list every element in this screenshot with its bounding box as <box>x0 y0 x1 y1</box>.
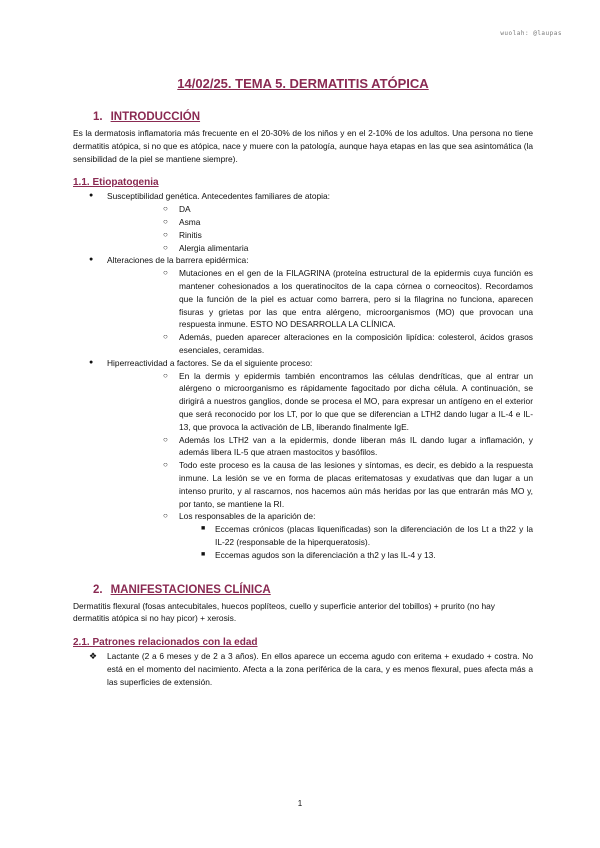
circle-bullet-icon: ○ <box>163 511 168 521</box>
circle-bullet-icon: ○ <box>163 268 168 278</box>
circle-bullet-icon: ○ <box>163 204 168 214</box>
section-number: 1. <box>93 111 103 123</box>
circle-bullet-icon: ○ <box>163 332 168 342</box>
list-item: ○ Además, pueden aparecer alteraciones en la composición lipídica: colesterol, ácidos grasos esenciales, ceramidas. <box>163 332 533 355</box>
list-item: ● Susceptibilidad genética. Antecedentes familiares de atopia: ○ DA ○ Asma ○ Rinitis ○ Alergia alimentaria <box>73 190 533 254</box>
circle-bullet-icon: ○ <box>163 434 168 444</box>
list-item: ❖ Lactante (2 a 6 meses y de 2 a 3 años). En ellos aparece un eccema agudo con eritema + exudado + costra. No está en el momento del nacimiento. Afecta a la zona periférica de la cara, y es menos flexural, pues afecta más a las superficies de extensión. <box>89 651 533 687</box>
square-bullet-icon: ■ <box>201 550 206 558</box>
document-title: 14/02/25. TEMA 5. DERMATITIS ATÓPICA <box>177 76 429 91</box>
list-item: ○ Alergia alimentaria <box>163 242 249 253</box>
sublist <box>107 203 533 254</box>
section-number: 2. <box>93 583 103 596</box>
bullet-icon: ● <box>89 358 94 366</box>
subsection-1-1-heading: 1.1. Etiopatogenia <box>73 177 159 189</box>
list-item: ○ Los responsables de la aparición de: ■ Eccemas crónicos (placas liquenificadas) son la diferenciación de los Lt a th22 y la IL-22 (responsable de la hiperqueratosis). ■ Eccemas agudos son la diferenciación a th2 y las IL-4 y 13. <box>107 510 533 561</box>
list-item: ● Alteraciones de la barrera epidérmica: ○ Mutaciones en el gen de la FILAGRINA (proteína estructural de la epidermis cuya función es mantener cohesionados a los queratinocitos de la capa córnea o corneocitos). Recordamos que la función de la piel es actuar como barrera, pero si la filagrina no funciona, aparecen fisuras y grietas por las que entra alérgeno, microorganismos (MO) que provocan una respuesta inmune. ESTO NO DESARROLLA LA CLÍNICA. ○ Además, pueden aparecer alteraciones en la composición lipídica: colesterol, ácidos grasos esenciales, ceramidas. <box>89 255 533 355</box>
sublist <box>107 370 533 562</box>
section-title: MANIFESTACIONES CLÍNICA <box>110 583 271 596</box>
list-item: ○ Rinitis <box>163 229 202 240</box>
watermark: wuolah: @laupas <box>500 30 562 37</box>
page-number: 1 <box>297 799 303 808</box>
list-item: ■ Eccemas agudos son la diferenciación a th2 y las IL-4 y 13. <box>201 549 436 560</box>
list-item: ○ Mutaciones en el gen de la FILAGRINA (proteína estructural de la epidermis cuya función es mantener cohesionados a los queratinocitos de la capa córnea o corneocitos). Recordamos que la función de la piel es actuar como barrera, pero si la filagrina no funciona, aparecen fisuras y grietas por las que entra alérgeno, microorganismos (MO) que provocan una respuesta inmune. ESTO NO DESARROLLA LA CLÍNICA. <box>163 268 533 330</box>
bullet-icon: ● <box>89 192 94 200</box>
list-item: ○ En la dermis y epidermis también encontramos las células dendríticas, que al entrar un alérgeno o microorganismo es rápidamente fagocitado por dicha célula. A continuación, se dirigirá a nuestros ganglios, donde se procesa el MO, para expresar un antígeno en el exterior que será reconocido por los LT, por lo que que se diferencian a LTH2 dando lugar a IL-4 e IL-13, que provoca la activación de LB, liberando finalmente IgE. <box>163 370 533 432</box>
list-item: ○ Además los LTH2 van a la epidermis, donde liberan más IL dando lugar a inflamación, y además libera IL-5 que atraen mastocitos y basófilos. <box>163 434 533 458</box>
circle-bullet-icon: ○ <box>163 242 168 252</box>
circle-bullet-icon: ○ <box>163 229 168 239</box>
section-2-heading <box>73 584 533 596</box>
intro-paragraph: Es la dermatosis inflamatoria más frecuente en el 20-30% de los niños y en el 2-10% de los adultos. Una persona no tiene dermatitis atópica, si no que es atópica, nace y muere con la patología, aunque haya etapas en las que sea asintomática (la sensibilidad de la piel se mantiene siempre). <box>73 128 533 164</box>
clinical-paragraph: Dermatitis flexural (fosas antecubitales, huecos poplíteos, cuello y superficie anterior del tobillos) + prurito (no hay dermatitis atópica si no hay picor) + xerosis. <box>73 600 495 624</box>
circle-bullet-icon: ○ <box>163 370 168 380</box>
list-item: ■ Eccemas crónicos (placas liquenificadas) son la diferenciación de los Lt a th22 y la IL-22 (responsable de la hiperqueratosis). <box>201 524 533 547</box>
subsection-2-1-heading: 2.1. Patrones relacionados con la edad <box>73 637 258 649</box>
section-title: INTRODUCCIÓN <box>110 111 201 123</box>
diamond-bullet-icon: ❖ <box>89 651 98 662</box>
section-1-heading <box>73 111 533 123</box>
list-item: ○ Todo este proceso es la causa de las lesiones y síntomas, es decir, es debido a la respuesta inmune. La lesión se ve en forma de placas eritematosas y exudativas que dan lugar a un intenso prurito, y al rascarnos, nos hacemos aún más heridas por las que entrarán más MO y, por tanto, se mantiene la RI. <box>163 460 533 509</box>
age-patterns-list <box>73 650 533 688</box>
circle-bullet-icon: ○ <box>163 460 168 470</box>
bullet-icon: ● <box>89 256 94 264</box>
square-bullet-icon: ■ <box>201 525 206 533</box>
etiopathogenesis-list <box>73 190 533 561</box>
sublist <box>107 523 533 561</box>
document-page <box>73 72 533 688</box>
list-item: ○ DA <box>163 204 191 215</box>
circle-bullet-icon: ○ <box>163 216 168 226</box>
list-item: ● Hiperreactividad a factores. Se da el siguiente proceso: ○ En la dermis y epidermis también encontramos las células dendríticas, que al entrar un alérgeno o microorganismo es rápidamente fagocitado por dicha célula. A continuación, se dirigirá a nuestros ganglios, donde se procesa el MO, para expresar un antígeno en el exterior que será reconocido por los LT, por lo que que se diferencian a LTH2 dando lugar a IL-4 e IL-13, que provoca la activación de LB, liberando finalmente IgE. ○ Además los LTH2 van a la epidermis, donde liberan más IL dando lugar a inflamación, y además libera IL-5 que atraen mastocitos y basófilos. ○ Todo este proceso es la causa de las lesiones y síntomas, es decir, es debido a la respuesta inmune. La lesión se ve en forma de placas eritematosas y exudativas que dan lugar a un intenso prurito, y al rascarnos, nos hacemos aún más heridas por las que entrarán más MO y, por tanto, se mantiene la RI. ○ Los responsables de la aparición de: ■ Eccemas crónicos (placas liquenificadas) son la diferenciación de los Lt a th22 y la IL-22 (responsable de la hiperqueratosis). ■ Eccemas agudos son la diferenciación a th2 y las IL-4 y 13. <box>89 357 533 560</box>
sublist <box>107 267 533 357</box>
list-item: ○ Asma <box>163 216 201 227</box>
